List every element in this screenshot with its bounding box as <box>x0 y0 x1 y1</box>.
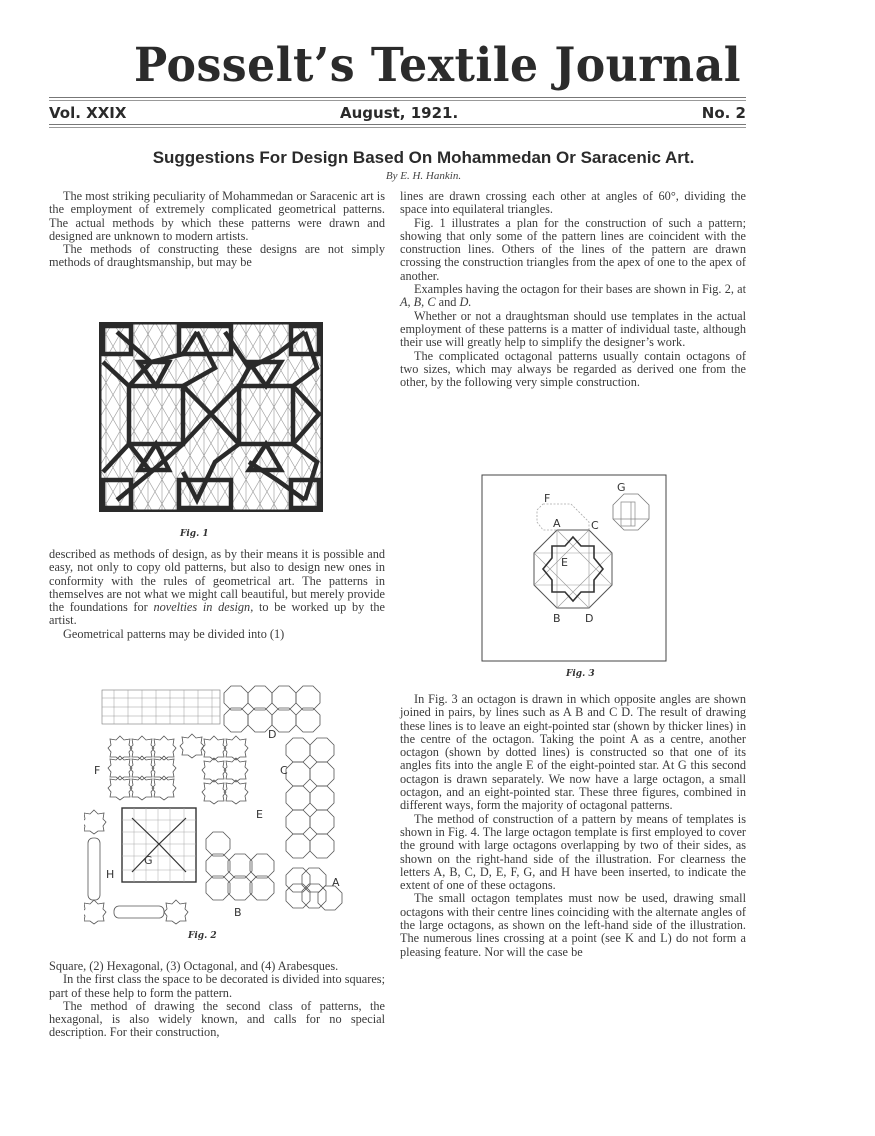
fig2-label-g: G <box>144 854 153 867</box>
fig2-octagon-group-b <box>206 832 274 900</box>
paragraph: Examples having the octagon for their bases are shown in Fig. 2, at A, B, C and D. <box>400 282 746 310</box>
figure-1-geometric-pattern <box>99 322 323 512</box>
italic-phrase: novelties in design, <box>153 600 254 615</box>
header-rule-top <box>49 97 746 98</box>
fig3-eight-pointed-star <box>543 537 603 601</box>
right-column-bottom <box>400 693 746 959</box>
fig3-label-e: E <box>561 556 568 569</box>
fig2-label-c: C <box>280 764 288 777</box>
paragraph: Geometrical patterns may be divided into (1) <box>63 626 285 641</box>
paragraph: The method of construction of a pattern by means of templates is shown in Fig. 4. The large octagon template is first employed to cover the ground with large octagons overlapping by two of their sides, as shown on the right-hand side of the illustration. For clearness the letters A, B, C, D, E, F, G, and H have been inserted, to indicate the extent of one of these octagons. <box>400 811 746 893</box>
paragraph: Whether or not a draughtsman should use templates in the actual employment of these patterns is a matter of individual taste, although their use will greatly help to simplify the designer’s work. <box>400 308 746 350</box>
fig3-label-g: G <box>617 481 626 494</box>
fig2-label-a: A <box>332 876 340 889</box>
left-column-bottom <box>49 960 385 1040</box>
paragraph: The complicated octagonal patterns usually contain octagons of two sizes, which may always be regarded as derived one from the other, by the following very simple construction. <box>400 348 746 390</box>
paragraph: lines are drawn crossing each other at angles of 60°, dividing the space into equilateral triangles. <box>400 189 746 217</box>
fig3-dotted-octagon <box>537 504 589 530</box>
article-byline: By E. H. Hankin. <box>385 170 462 182</box>
paragraph: Fig. 1 illustrates a plan for the construction of such a pattern; showing that only some of the pattern lines are coincident with the construction lines. Others of the lines of the pattern are drawn crossing the construction triangles from the apex of one to the apex of another. <box>400 215 746 283</box>
paragraph: described as methods of design, as by their means it is possible and easy, not only to copy old patterns, but also to design new ones in conformity with the rules of geometrical art. The patterns in themselves are not what we might call beautiful, but merely provide the foundations for novelties in design, to be worked up by the artist. <box>49 547 385 628</box>
fig2-label-d: D <box>268 728 277 741</box>
fig3-frame <box>482 475 666 661</box>
paragraph: In Fig. 3 an octagon is drawn in which opposite angles are shown joined in pairs, by lines such as A B and C D. The result of drawing these lines is to leave an eight-pointed star (shown by thicker lines) in the centre of the octagon. Taking the point A as a centre, another octagon (shown by dotted lines) is constructed so that one of its angles fits into the angle E of the eight-pointed star. At G this second octagon is drawn separately. We now have a large octagon, a small octagon, and an eight-pointed star. These three figures, combined in different ways, form the majority of octagonal patterns. <box>400 692 746 813</box>
left-column-top <box>49 190 385 270</box>
fig2-label-b: B <box>234 906 242 919</box>
fig2-star-field-e <box>180 734 248 804</box>
volume-number: Vol. XXIX <box>49 104 127 122</box>
fig3-label-b: B <box>553 612 561 625</box>
header-rule-bottom <box>49 124 746 125</box>
figure-3-octagon-construction <box>481 474 667 662</box>
journal-title: Posselt’s Textile Journal <box>134 38 741 93</box>
figure-1-caption: Fig. 1 <box>180 529 209 539</box>
fig2-star-field-f <box>108 736 176 800</box>
issue-number: No. 2 <box>701 104 746 122</box>
right-column-top <box>400 190 746 389</box>
fig3-label-f: F <box>544 492 551 505</box>
fig3-label-c: C <box>591 519 599 532</box>
fig2-label-e: E <box>256 808 263 821</box>
paragraph: The small octagon templates must now be used, drawing small octagons with their centre lines coinciding with the alternate angles of the large octagons, as shown on the left-hand side of the illustration. The numerous lines crossing at a point (see K and L) do not form a pleasing feature. Nor will the case be <box>400 891 746 959</box>
paragraph: The methods of constructing these designs are not simply methods of draughtsmanship, but may be <box>49 242 385 270</box>
fig2-square-pattern-g <box>122 808 196 882</box>
figure-2-caption: Fig. 2 <box>188 931 217 941</box>
figure-2-octagonal-examples <box>84 684 354 928</box>
header-rule-top-2 <box>49 100 746 101</box>
fig3-label-a: A <box>553 517 561 530</box>
fig3-label-d: D <box>585 612 594 625</box>
paragraph: The most striking peculiarity of Mohammedan or Saracenic art is the employment of extremely complicated geometrical patterns. The actual methods by which these patterns were drawn and designed are unknown to modern artists. <box>49 189 385 243</box>
fig3-large-octagon <box>534 530 612 608</box>
fig2-octagon-group-a <box>286 868 342 910</box>
fig2-top-band <box>102 686 320 732</box>
issue-date: August, 1921. <box>340 104 459 122</box>
paragraph: In the first class the space to be decorated is divided into squares; part of these help to form the pattern. <box>49 972 385 1000</box>
fig2-label-h: H <box>106 868 115 881</box>
left-column-middle <box>49 548 385 641</box>
paragraph: Square, (2) Hexagonal, (3) Octagonal, and (4) Arabesques. <box>49 959 339 973</box>
fig2-octagon-column-c <box>286 738 334 858</box>
article-title: Suggestions For Design Based On Mohammedan Or Saracenic Art. <box>152 148 695 167</box>
fig2-label-f: F <box>94 764 101 777</box>
figure-3-caption: Fig. 3 <box>566 669 595 679</box>
header-rule-bottom-2 <box>49 127 746 128</box>
paragraph: The method of drawing the second class of patterns, the hexagonal, is also widely known, and calls for no special description. For their construction, <box>49 998 385 1040</box>
